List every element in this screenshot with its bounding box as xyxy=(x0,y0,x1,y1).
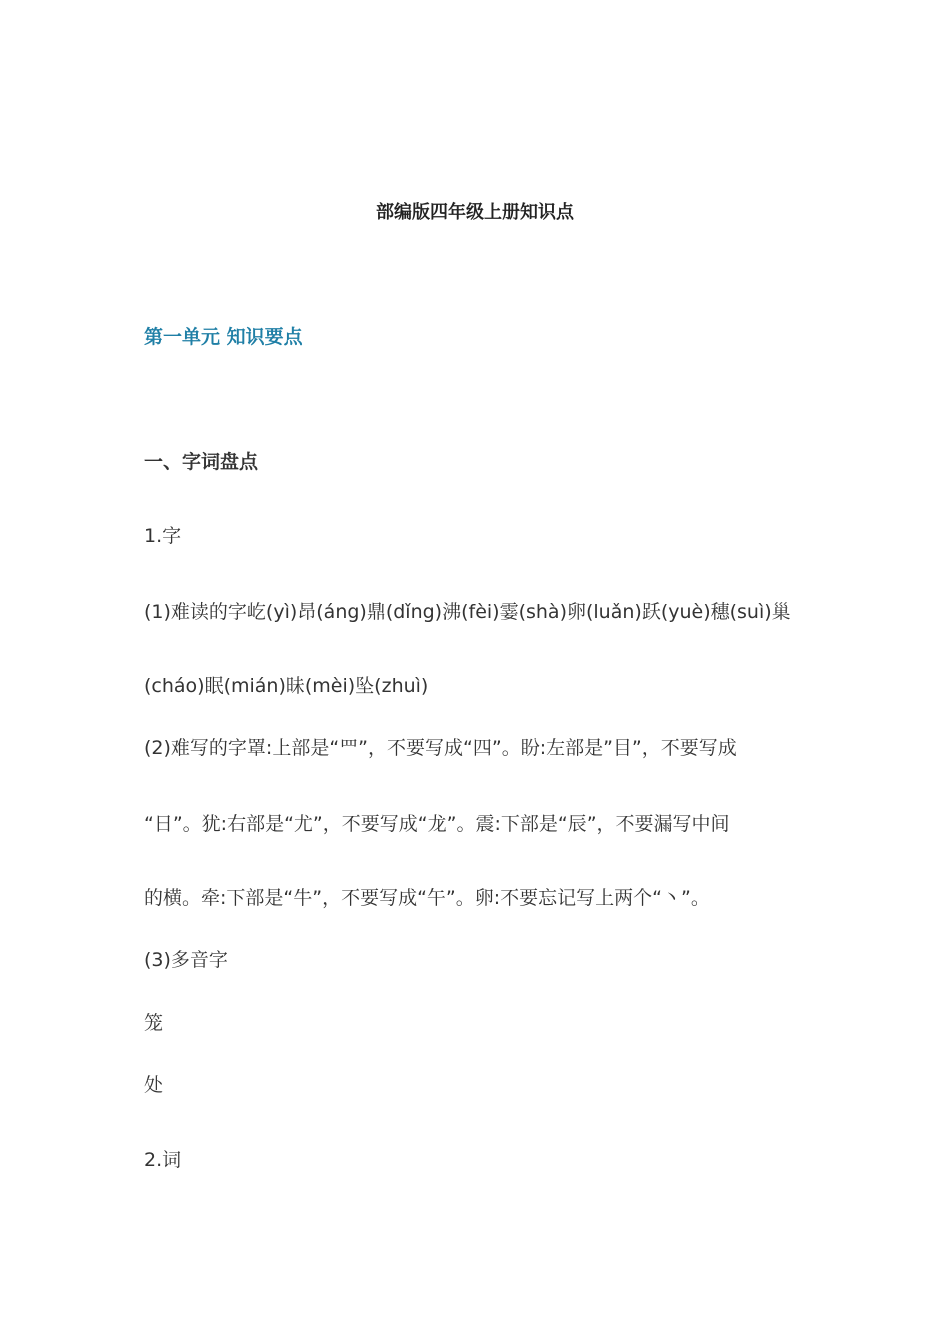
hard-to-write-line-2: “日”。犹:右部是“尤”，不要写成“龙”。震:下部是“辰”，不要漏写中间 xyxy=(144,813,730,835)
polyphone-item-long: 笼 xyxy=(144,1012,164,1034)
hard-to-write-line-1: (2)难写的字罩:上部是“罒”，不要写成“四”。盼:左部是”目”，不要写成 xyxy=(144,737,737,759)
hard-to-read-line-2: (cháo)眠(mián)昧(mèi)坠(zhuì) xyxy=(144,675,429,697)
hard-to-read-line-1: (1)难读的字屹(yì)昂(áng)鼎(dǐng)沸(fèi)霎(shà)卵(luǎn)跃(yuè)穗(suì)巢 xyxy=(144,601,791,623)
subsection-words: 2.词 xyxy=(144,1149,182,1171)
subsection-characters: 1.字 xyxy=(144,525,182,547)
polyphone-item-chu: 处 xyxy=(144,1074,164,1096)
polyphone-heading: (3)多音字 xyxy=(144,949,228,971)
document-title: 部编版四年级上册知识点 xyxy=(376,202,574,223)
hard-to-write-line-3: 的横。牵:下部是“牛”，不要写成“午”。卵:不要忘记写上两个“丶”。 xyxy=(144,887,710,909)
unit-heading: 第一单元 知识要点 xyxy=(144,326,303,348)
section-heading: 一、字词盘点 xyxy=(144,451,259,473)
